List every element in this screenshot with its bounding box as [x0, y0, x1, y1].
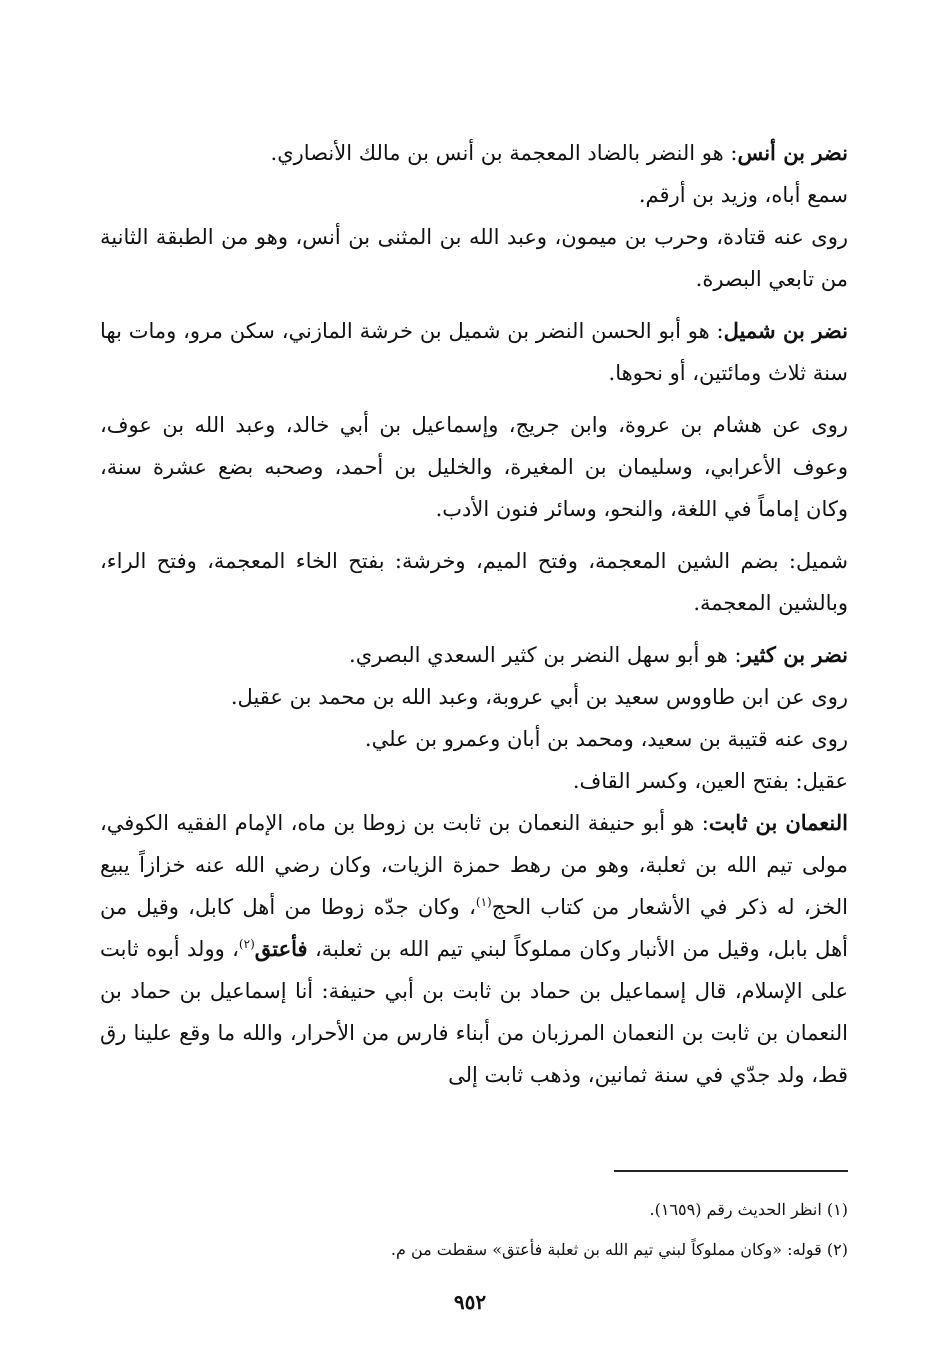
entry-text: : هو النضر بالضاد المعجمة بن أنس بن مالك الأنصاري.	[270, 141, 738, 165]
entry-paragraph: سمع أباه، وزيد بن أرقم.	[638, 183, 848, 207]
entry-numan-ibn-thabit	[100, 802, 848, 1096]
footnote-ref-1[interactable]: (١)	[475, 895, 492, 909]
entry-nadr-ibn-anas	[100, 132, 848, 174]
entry-paragraph: روى عنه قتادة، وحرب بن ميمون، وعبد الله بن المثنى بن أنس، وهو من الطبقة الثانية من تابعي البصرة.	[100, 225, 848, 291]
page-body	[100, 132, 848, 1096]
footnote-1: (١) انظر الحديث رقم (١٦٥٩).	[649, 1200, 848, 1219]
entry-paragraph: شميل: بضم الشين المعجمة، وفتح الميم، وخرشة: بفتح الخاء المعجمة، وفتح الراء، وبالشين المعجمة.	[100, 549, 848, 615]
entry-nadr-ibn-kathir	[100, 634, 848, 676]
entry-heading: نضر بن كثير	[741, 642, 848, 667]
entry-paragraph: روى عنه قتيبة بن سعيد، ومحمد بن أبان وعمرو بن علي.	[364, 727, 848, 751]
entry-paragraph: عقيل: بفتح العين، وكسر القاف.	[572, 769, 848, 793]
entry-text: : هو أبو سهل النضر بن كثير السعدي البصري.	[349, 643, 742, 667]
entry-heading: النعمان بن ثابت	[708, 810, 848, 835]
entry-nadr-ibn-shumayl	[100, 310, 848, 394]
entry-text: : هو أبو حنيفة النعمان بن ثابت بن زوطا بن ماه، الإمام الفقيه الكوفي، مولى تيم الله بن ثعلبة، وهو من رهط حمزة الزيات، وكان رضي الله عنه خزازاً يبيع الخز، له ذكر في الأشعار من كتاب الحج	[100, 811, 848, 919]
footnote-2: (٢) قوله: «وكان مملوكاً لبني تيم الله بن ثعلبة فأعتق» سقطت من م.	[390, 1240, 848, 1259]
entry-text: : هو أبو الحسن النضر بن شميل بن خرشة المازني، سكن مرو، ومات بها سنة ثلاث ومائتين، أو نحوها.	[100, 319, 848, 385]
entry-heading: نضر بن شميل	[723, 318, 848, 343]
page-number: ٩٥٢	[453, 1290, 487, 1314]
entry-text: ، وولد أبوه ثابت على الإسلام، قال إسماعيل بن حماد بن ثابت بن أبي حنيفة: أنا إسماعيل بن حماد بن النعمان بن ثابت بن النعمان المرزبان من أبناء فارس من الأحرار، والله ما وقع علينا رق قط، ولد جدّي في سنة ثمانين، وذهب ثابت إلى	[100, 937, 848, 1087]
entry-paragraph: روى عن ابن طاووس سعيد بن أبي عروبة، وعبد الله بن محمد بن عقيل.	[230, 685, 848, 709]
footnote-separator	[614, 1170, 848, 1172]
entry-heading: نضر بن أنس	[737, 140, 848, 165]
entry-text-bold: فأعتق	[254, 936, 308, 961]
entry-text: ، وكان جدّه زوطا من أهل كابل، وقيل من أهل بابل، وقيل من الأنبار وكان مملوكاً لبني تيم الله بن ثعلبة،	[100, 895, 848, 961]
entry-paragraph: روى عن هشام بن عروة، وابن جريج، وإسماعيل بن أبي خالد، وعبد الله بن عوف، وعوف الأعرابي، وسليمان بن المغيرة، والخليل بن أحمد، وصحبه بضع عشرة سنة، وكان إماماً في اللغة، والنحو، وسائر فنون الأدب.	[100, 413, 848, 521]
footnote-ref-2[interactable]: (٢)	[238, 937, 255, 951]
